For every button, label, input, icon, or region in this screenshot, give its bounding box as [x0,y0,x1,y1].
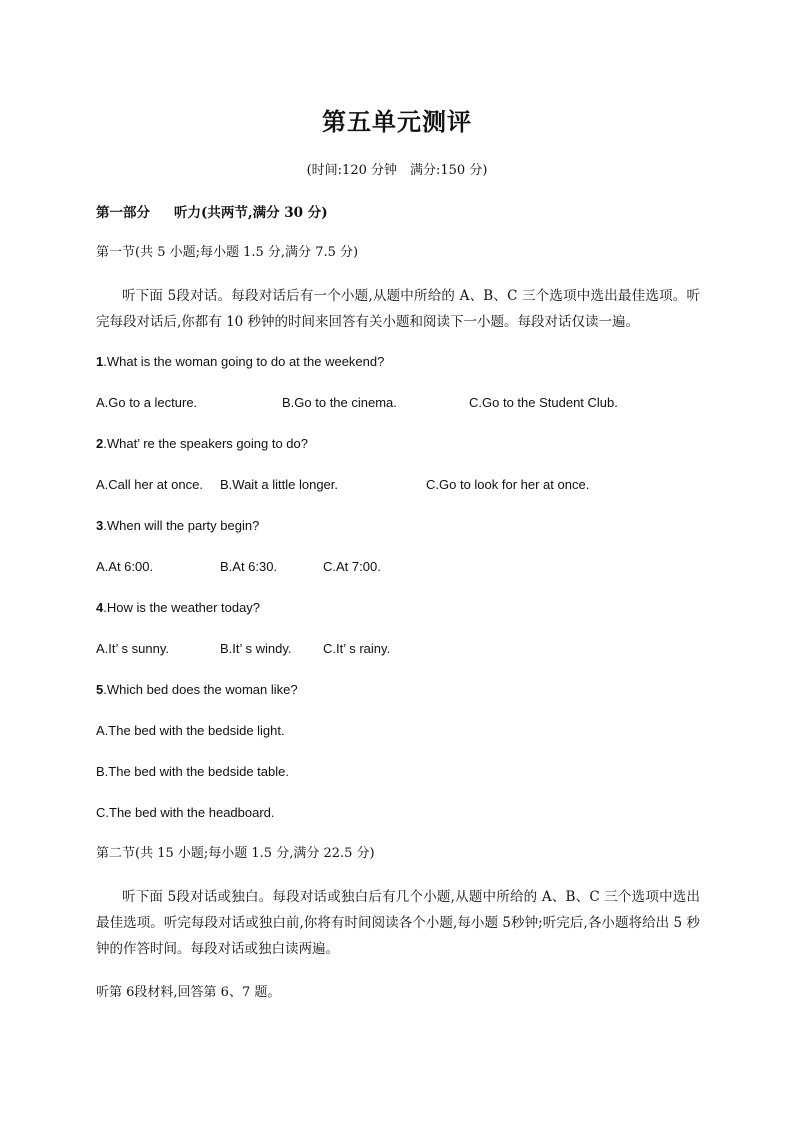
page-title: 第五单元测评 [322,107,472,136]
q4-option-a: A.It’ s sunny. [96,641,169,656]
q5-option-b: B.The bed with the bedside table. [96,764,289,779]
q1-option-b: B.Go to the cinema. [282,395,397,410]
q1-option-a: A.Go to a lecture. [96,395,198,410]
q1-option-c: C.Go to the Student Club. [469,395,618,410]
q4-option-b: B.It’ s windy. [220,641,292,656]
question-text: .Which bed does the woman like? [103,682,298,697]
material-note: 听第 6段材料,回答第 6、7 题。 [96,985,281,1000]
question-text: .How is the weather today? [103,600,261,615]
q4-option-c: C.It’ s rainy. [323,641,391,656]
question-2 [96,434,706,454]
q3-option-c: C.At 7:00. [323,559,381,574]
question-3 [96,516,706,536]
section2-heading: 第二节(共 15 小题;每小题 1.5 分,满分 22.5 分) [96,846,375,861]
q2-option-b: B.Wait a little longer. [220,477,339,492]
question-number: 2 [96,436,104,451]
section2-instructions: 听下面 5段对话或独白。每段对话或独白后有几个小题,从题中所给的 A、B、C 三个选项中选出最佳选项。听完每段对话或独白前,你将有时间阅读各个小题,每小题 5秒钟;听完后,各小题将给出 5 秒钟的作答时间。每段对话或独白读两遍。 [96,889,700,957]
question-number: 5 [96,682,104,697]
question-4 [96,598,706,618]
q5-option-a: A.The bed with the bedside light. [96,723,285,738]
question-text: .When will the party begin? [103,518,260,533]
q3-option-a: A.At 6:00. [96,559,154,574]
section1-instructions: 听下面 5段对话。每段对话后有一个小题,从题中所给的 A、B、C 三个选项中选出最佳选项。听完每段对话后,你都有 10 秒钟的时间来回答有关小题和阅读下一小题。每段对话仅读一遍。 [96,288,700,330]
question-number: 4 [96,600,104,615]
q2-option-a: A.Call her at once. [96,477,203,492]
section1-heading: 第一节(共 5 小题;每小题 1.5 分,满分 7.5 分) [96,245,359,260]
q2-option-c: C.Go to look for her at once. [426,477,590,492]
question-number: 1 [96,354,104,369]
part1-detail: 听力(共两节,满分 30 分) [174,205,328,221]
part1-heading [96,203,706,224]
part1-label: 第一部分 [96,205,150,221]
question-text: .What’ re the speakers going to do? [103,436,308,451]
question-text: .What is the woman going to do at the weekend? [103,354,385,369]
exam-time-info: (时间:120 分钟 满分:150 分) [306,163,488,178]
q5-option-c: C.The bed with the headboard. [96,805,275,820]
question-1 [96,352,706,372]
q3-option-b: B.At 6:30. [220,559,278,574]
question-5 [96,680,706,700]
question-number: 3 [96,518,104,533]
